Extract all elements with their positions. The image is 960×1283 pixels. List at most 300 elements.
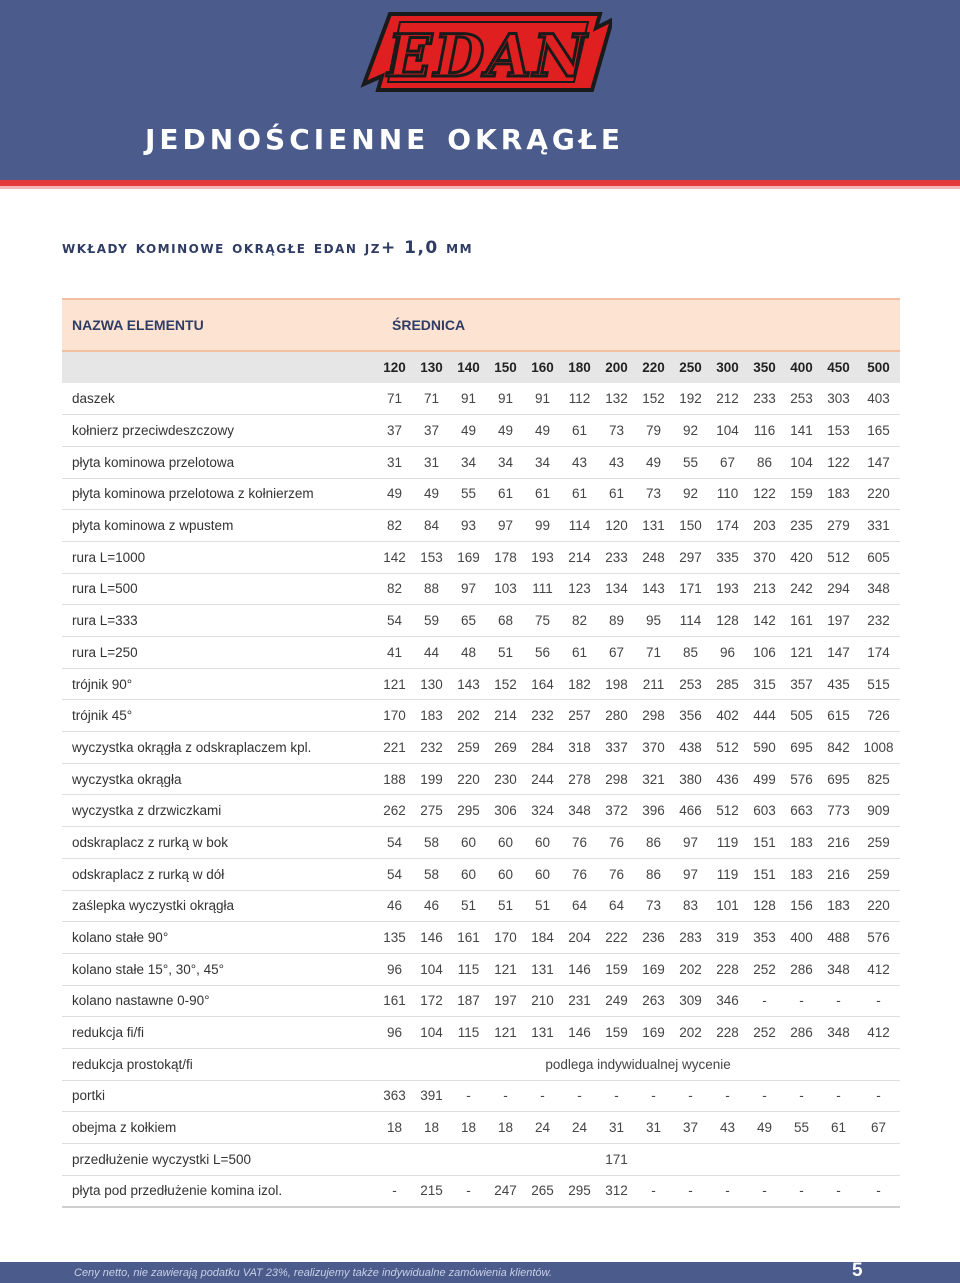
price-cell: 220: [450, 763, 487, 795]
price-cell: [413, 1144, 450, 1176]
price-cell: 76: [598, 858, 635, 890]
price-cell: 192: [672, 383, 709, 415]
price-cell: 146: [561, 1017, 598, 1049]
price-cell: 174: [709, 510, 746, 542]
price-cell: 252: [746, 1017, 783, 1049]
price-cell: 615: [820, 700, 857, 732]
element-name-cell: rura L=250: [62, 637, 376, 669]
price-cell: -: [487, 1080, 524, 1112]
price-cell: 106: [746, 637, 783, 669]
price-cell: 97: [672, 858, 709, 890]
price-cell: 60: [524, 858, 561, 890]
price-cell: 147: [857, 446, 900, 478]
price-cell: 89: [598, 605, 635, 637]
column-header-name: NAZWA ELEMENTU: [62, 299, 376, 351]
price-cell: 31: [598, 1112, 635, 1144]
price-cell: 110: [709, 478, 746, 510]
price-cell: -: [561, 1080, 598, 1112]
price-cell: 210: [524, 985, 561, 1017]
price-cell: 169: [635, 1017, 672, 1049]
price-cell: [820, 1144, 857, 1176]
price-cell: 122: [746, 478, 783, 510]
price-cell: 91: [524, 383, 561, 415]
price-cell: 312: [598, 1175, 635, 1207]
element-name-cell: kolano stałe 90°: [62, 922, 376, 954]
price-cell: 18: [376, 1112, 413, 1144]
price-cell: 91: [487, 383, 524, 415]
table-row: [62, 573, 900, 605]
price-cell: 197: [487, 985, 524, 1017]
price-cell: 76: [561, 858, 598, 890]
price-cell: 348: [820, 953, 857, 985]
element-name-cell: kolano nastawne 0-90°: [62, 985, 376, 1017]
diameter-header-cell: 130: [413, 351, 450, 383]
element-name-cell: wyczystka z drzwiczkami: [62, 795, 376, 827]
price-cell: 253: [672, 668, 709, 700]
price-cell: 60: [487, 827, 524, 859]
price-cell: 24: [524, 1112, 561, 1144]
price-cell: 773: [820, 795, 857, 827]
price-cell: 232: [857, 605, 900, 637]
price-cell: 153: [820, 415, 857, 447]
price-cell: 283: [672, 922, 709, 954]
price-cell: 466: [672, 795, 709, 827]
price-cell: 147: [820, 637, 857, 669]
price-cell: -: [783, 1175, 820, 1207]
price-cell: [857, 1144, 900, 1176]
price-cell: 59: [413, 605, 450, 637]
element-name-cell: kolano stałe 15°, 30°, 45°: [62, 953, 376, 985]
diameter-header-cell: 120: [376, 351, 413, 383]
price-cell: 51: [487, 890, 524, 922]
price-cell: 331: [857, 510, 900, 542]
section-subtitle: wkłady kominowe okrągłe edan jz+ 1,0 mm: [62, 238, 474, 258]
svg-text:EDAN: EDAN: [387, 22, 589, 90]
diameter-header-cell: 160: [524, 351, 561, 383]
diameter-header-cell: 500: [857, 351, 900, 383]
price-cell: -: [746, 1175, 783, 1207]
diameter-header-cell: 300: [709, 351, 746, 383]
price-cell: 122: [820, 446, 857, 478]
price-cell: 348: [857, 573, 900, 605]
price-cell: -: [450, 1175, 487, 1207]
element-name-cell: redukcja fi/fi: [62, 1017, 376, 1049]
price-cell: 236: [635, 922, 672, 954]
price-cell: 86: [635, 827, 672, 859]
price-cell: 335: [709, 541, 746, 573]
price-cell: 61: [524, 478, 561, 510]
price-cell: 161: [450, 922, 487, 954]
price-cell: 285: [709, 668, 746, 700]
price-cell: 115: [450, 1017, 487, 1049]
table-row: [62, 1175, 900, 1207]
price-cell: 95: [635, 605, 672, 637]
price-cell: 86: [746, 446, 783, 478]
price-cell: 55: [783, 1112, 820, 1144]
price-cell: 46: [376, 890, 413, 922]
price-cell: 61: [598, 478, 635, 510]
price-cell: 279: [820, 510, 857, 542]
price-cell: 171: [598, 1144, 635, 1176]
price-cell: 515: [857, 668, 900, 700]
price-cell: 353: [746, 922, 783, 954]
price-cell: 222: [598, 922, 635, 954]
price-cell: 153: [413, 541, 450, 573]
price-cell: 43: [561, 446, 598, 478]
diameter-row: [62, 351, 900, 383]
price-cell: 88: [413, 573, 450, 605]
price-cell: 306: [487, 795, 524, 827]
price-cell: 590: [746, 732, 783, 764]
price-cell: 49: [635, 446, 672, 478]
price-cell: 183: [820, 890, 857, 922]
price-cell: 86: [635, 858, 672, 890]
diameter-header-cell: 400: [783, 351, 820, 383]
price-cell: 309: [672, 985, 709, 1017]
price-cell: 380: [672, 763, 709, 795]
price-cell: 230: [487, 763, 524, 795]
price-cell: 170: [376, 700, 413, 732]
price-cell: [561, 1144, 598, 1176]
price-cell: 512: [709, 732, 746, 764]
price-cell: 357: [783, 668, 820, 700]
price-cell: -: [857, 985, 900, 1017]
element-name-cell: odskraplacz z rurką w bok: [62, 827, 376, 859]
price-cell: 169: [635, 953, 672, 985]
price-cell: 132: [598, 383, 635, 415]
price-cell: 825: [857, 763, 900, 795]
price-cell: 49: [746, 1112, 783, 1144]
element-name-cell: zaślepka wyczystki okrągła: [62, 890, 376, 922]
price-cell: 121: [487, 953, 524, 985]
price-cell: 121: [376, 668, 413, 700]
price-cell: 82: [376, 573, 413, 605]
price-cell: 61: [561, 637, 598, 669]
price-cell: 211: [635, 668, 672, 700]
price-cell: 114: [672, 605, 709, 637]
price-cell: 259: [857, 827, 900, 859]
price-cell: -: [857, 1080, 900, 1112]
price-cell: 346: [709, 985, 746, 1017]
price-cell: 161: [376, 985, 413, 1017]
price-cell: 128: [709, 605, 746, 637]
price-cell: 603: [746, 795, 783, 827]
element-name-cell: wyczystka okrągła z odskraplaczem kpl.: [62, 732, 376, 764]
price-cell: 259: [450, 732, 487, 764]
price-cell: 67: [709, 446, 746, 478]
price-cell: [450, 1144, 487, 1176]
price-cell: 48: [450, 637, 487, 669]
price-cell: 60: [524, 827, 561, 859]
diameter-header-cell: 350: [746, 351, 783, 383]
price-cell: 294: [820, 573, 857, 605]
price-cell: 61: [820, 1112, 857, 1144]
price-cell: 18: [487, 1112, 524, 1144]
price-cell: 232: [524, 700, 561, 732]
price-cell: 182: [561, 668, 598, 700]
price-cell: 31: [413, 446, 450, 478]
table-row: [62, 1048, 900, 1080]
price-cell: 488: [820, 922, 857, 954]
price-cell: 41: [376, 637, 413, 669]
price-cell: 228: [709, 1017, 746, 1049]
element-name-cell: płyta pod przedłużenie komina izol.: [62, 1175, 376, 1207]
price-cell: 91: [450, 383, 487, 415]
price-cell: 726: [857, 700, 900, 732]
price-cell: 104: [709, 415, 746, 447]
price-cell: -: [376, 1175, 413, 1207]
price-cell: 435: [820, 668, 857, 700]
price-cell: 232: [413, 732, 450, 764]
table-row: [62, 1144, 900, 1176]
column-header-diameter: ŚREDNICA: [376, 299, 900, 351]
price-cell: 199: [413, 763, 450, 795]
element-name-cell: przedłużenie wyczystki L=500: [62, 1144, 376, 1176]
price-cell: 67: [598, 637, 635, 669]
price-cell: 228: [709, 953, 746, 985]
element-name-cell: odskraplacz z rurką w dół: [62, 858, 376, 890]
price-cell: 183: [783, 858, 820, 890]
price-cell: 280: [598, 700, 635, 732]
header-stripe-pink: [0, 186, 960, 189]
page-title: jednościenne okrągłe: [145, 113, 625, 159]
price-cell: 275: [413, 795, 450, 827]
price-cell: 164: [524, 668, 561, 700]
price-cell: 104: [783, 446, 820, 478]
element-name-cell: daszek: [62, 383, 376, 415]
price-cell: 92: [672, 415, 709, 447]
price-cell: -: [783, 985, 820, 1017]
price-cell: 247: [487, 1175, 524, 1207]
price-cell: -: [635, 1080, 672, 1112]
price-cell: 249: [598, 985, 635, 1017]
price-cell: 64: [598, 890, 635, 922]
price-cell: 202: [450, 700, 487, 732]
price-cell: 412: [857, 953, 900, 985]
price-cell: 438: [672, 732, 709, 764]
price-cell: 130: [413, 668, 450, 700]
price-cell: 262: [376, 795, 413, 827]
price-cell: 370: [746, 541, 783, 573]
price-cell: 605: [857, 541, 900, 573]
price-cell: 298: [635, 700, 672, 732]
element-name-cell: płyta kominowa z wpustem: [62, 510, 376, 542]
price-cell: 31: [635, 1112, 672, 1144]
price-cell: 235: [783, 510, 820, 542]
price-cell: 213: [746, 573, 783, 605]
price-cell: 73: [635, 890, 672, 922]
price-cell: 58: [413, 827, 450, 859]
table-row: [62, 795, 900, 827]
price-cell: 248: [635, 541, 672, 573]
edan-logo: [360, 6, 612, 98]
price-cell: 83: [672, 890, 709, 922]
price-cell: 151: [746, 858, 783, 890]
price-cell: [487, 1144, 524, 1176]
element-name-cell: trójnik 45°: [62, 700, 376, 732]
price-cell: 220: [857, 890, 900, 922]
price-cell: 174: [857, 637, 900, 669]
diameter-header-cell: 450: [820, 351, 857, 383]
price-cell: 576: [783, 763, 820, 795]
price-cell: -: [709, 1175, 746, 1207]
price-cell: 297: [672, 541, 709, 573]
element-name-cell: wyczystka okrągła: [62, 763, 376, 795]
price-cell: 58: [413, 858, 450, 890]
price-cell: 96: [376, 953, 413, 985]
price-cell: 60: [450, 827, 487, 859]
price-cell: 51: [450, 890, 487, 922]
price-cell: 159: [598, 953, 635, 985]
price-cell: 131: [635, 510, 672, 542]
price-cell: 842: [820, 732, 857, 764]
price-cell: 259: [857, 858, 900, 890]
price-cell: 82: [376, 510, 413, 542]
price-cell: 55: [450, 478, 487, 510]
element-name-cell: trójnik 90°: [62, 668, 376, 700]
price-cell: 420: [783, 541, 820, 573]
element-name-cell: rura L=333: [62, 605, 376, 637]
price-cell: 51: [487, 637, 524, 669]
element-name-cell: rura L=500: [62, 573, 376, 605]
price-cell: 512: [709, 795, 746, 827]
price-cell: 51: [524, 890, 561, 922]
price-cell: 119: [709, 827, 746, 859]
price-cell: -: [820, 1080, 857, 1112]
price-cell: 170: [487, 922, 524, 954]
price-cell: 391: [413, 1080, 450, 1112]
element-name-cell: płyta kominowa przelotowa: [62, 446, 376, 478]
price-cell: 49: [487, 415, 524, 447]
price-cell: 203: [746, 510, 783, 542]
price-cell: 499: [746, 763, 783, 795]
price-cell: 214: [487, 700, 524, 732]
price-cell: 64: [561, 890, 598, 922]
price-cell: -: [598, 1080, 635, 1112]
price-cell: 403: [857, 383, 900, 415]
price-cell: 324: [524, 795, 561, 827]
table-row: [62, 1017, 900, 1049]
price-cell: 31: [376, 446, 413, 478]
table-row: [62, 953, 900, 985]
price-cell: 146: [413, 922, 450, 954]
price-cell: 348: [561, 795, 598, 827]
price-cell: 142: [376, 541, 413, 573]
price-cell: [783, 1144, 820, 1176]
price-cell: 286: [783, 953, 820, 985]
table-row: [62, 827, 900, 859]
price-cell: 187: [450, 985, 487, 1017]
price-cell: [746, 1144, 783, 1176]
price-cell: 123: [561, 573, 598, 605]
price-cell: 61: [561, 415, 598, 447]
price-cell: 198: [598, 668, 635, 700]
price-cell: 159: [598, 1017, 635, 1049]
price-cell: -: [672, 1175, 709, 1207]
price-cell: 18: [413, 1112, 450, 1144]
price-cell: 576: [857, 922, 900, 954]
price-cell: -: [709, 1080, 746, 1112]
table-row: [62, 510, 900, 542]
table-row: [62, 668, 900, 700]
table-row: [62, 541, 900, 573]
price-cell: 505: [783, 700, 820, 732]
price-cell: 412: [857, 1017, 900, 1049]
table-row: [62, 858, 900, 890]
price-cell: 128: [746, 890, 783, 922]
price-cell: 68: [487, 605, 524, 637]
price-cell: 695: [783, 732, 820, 764]
price-cell: 265: [524, 1175, 561, 1207]
price-cell: 278: [561, 763, 598, 795]
table-row: [62, 446, 900, 478]
price-cell: 233: [746, 383, 783, 415]
price-cell: 512: [820, 541, 857, 573]
price-cell: 156: [783, 890, 820, 922]
price-cell: 356: [672, 700, 709, 732]
price-cell: 150: [672, 510, 709, 542]
price-cell: 18: [450, 1112, 487, 1144]
price-cell: 169: [450, 541, 487, 573]
price-cell: 348: [820, 1017, 857, 1049]
price-cell: 183: [783, 827, 820, 859]
price-cell: 115: [450, 953, 487, 985]
price-cell: 193: [709, 573, 746, 605]
price-cell: 183: [413, 700, 450, 732]
price-cell: 114: [561, 510, 598, 542]
price-cell: 76: [598, 827, 635, 859]
price-cell: 61: [561, 478, 598, 510]
price-cell: 146: [561, 953, 598, 985]
element-name-cell: obejma z kołkiem: [62, 1112, 376, 1144]
price-cell: 49: [450, 415, 487, 447]
table-row: [62, 478, 900, 510]
price-cell: 71: [635, 637, 672, 669]
price-cell: 363: [376, 1080, 413, 1112]
price-cell: 49: [376, 478, 413, 510]
price-cell: -: [524, 1080, 561, 1112]
price-cell: 49: [524, 415, 561, 447]
price-cell: 372: [598, 795, 635, 827]
price-cell: 202: [672, 953, 709, 985]
price-cell: 61: [487, 478, 524, 510]
price-cell: 284: [524, 732, 561, 764]
price-cell: 188: [376, 763, 413, 795]
price-cell: 244: [524, 763, 561, 795]
price-cell: 396: [635, 795, 672, 827]
price-cell: 34: [450, 446, 487, 478]
price-cell: [672, 1144, 709, 1176]
price-cell: 257: [561, 700, 598, 732]
diameter-header-cell: 220: [635, 351, 672, 383]
price-cell: 204: [561, 922, 598, 954]
price-cell: 315: [746, 668, 783, 700]
price-cell: 54: [376, 827, 413, 859]
price-cell: 337: [598, 732, 635, 764]
price-table: [62, 298, 900, 1208]
table-row: [62, 985, 900, 1017]
price-cell: 103: [487, 573, 524, 605]
price-cell: 220: [857, 478, 900, 510]
price-cell: 49: [413, 478, 450, 510]
price-cell: 184: [524, 922, 561, 954]
price-cell: 151: [746, 827, 783, 859]
price-cell: 197: [820, 605, 857, 637]
price-cell: 60: [450, 858, 487, 890]
price-cell: 97: [450, 573, 487, 605]
diameter-header-cell: 150: [487, 351, 524, 383]
price-cell: 253: [783, 383, 820, 415]
